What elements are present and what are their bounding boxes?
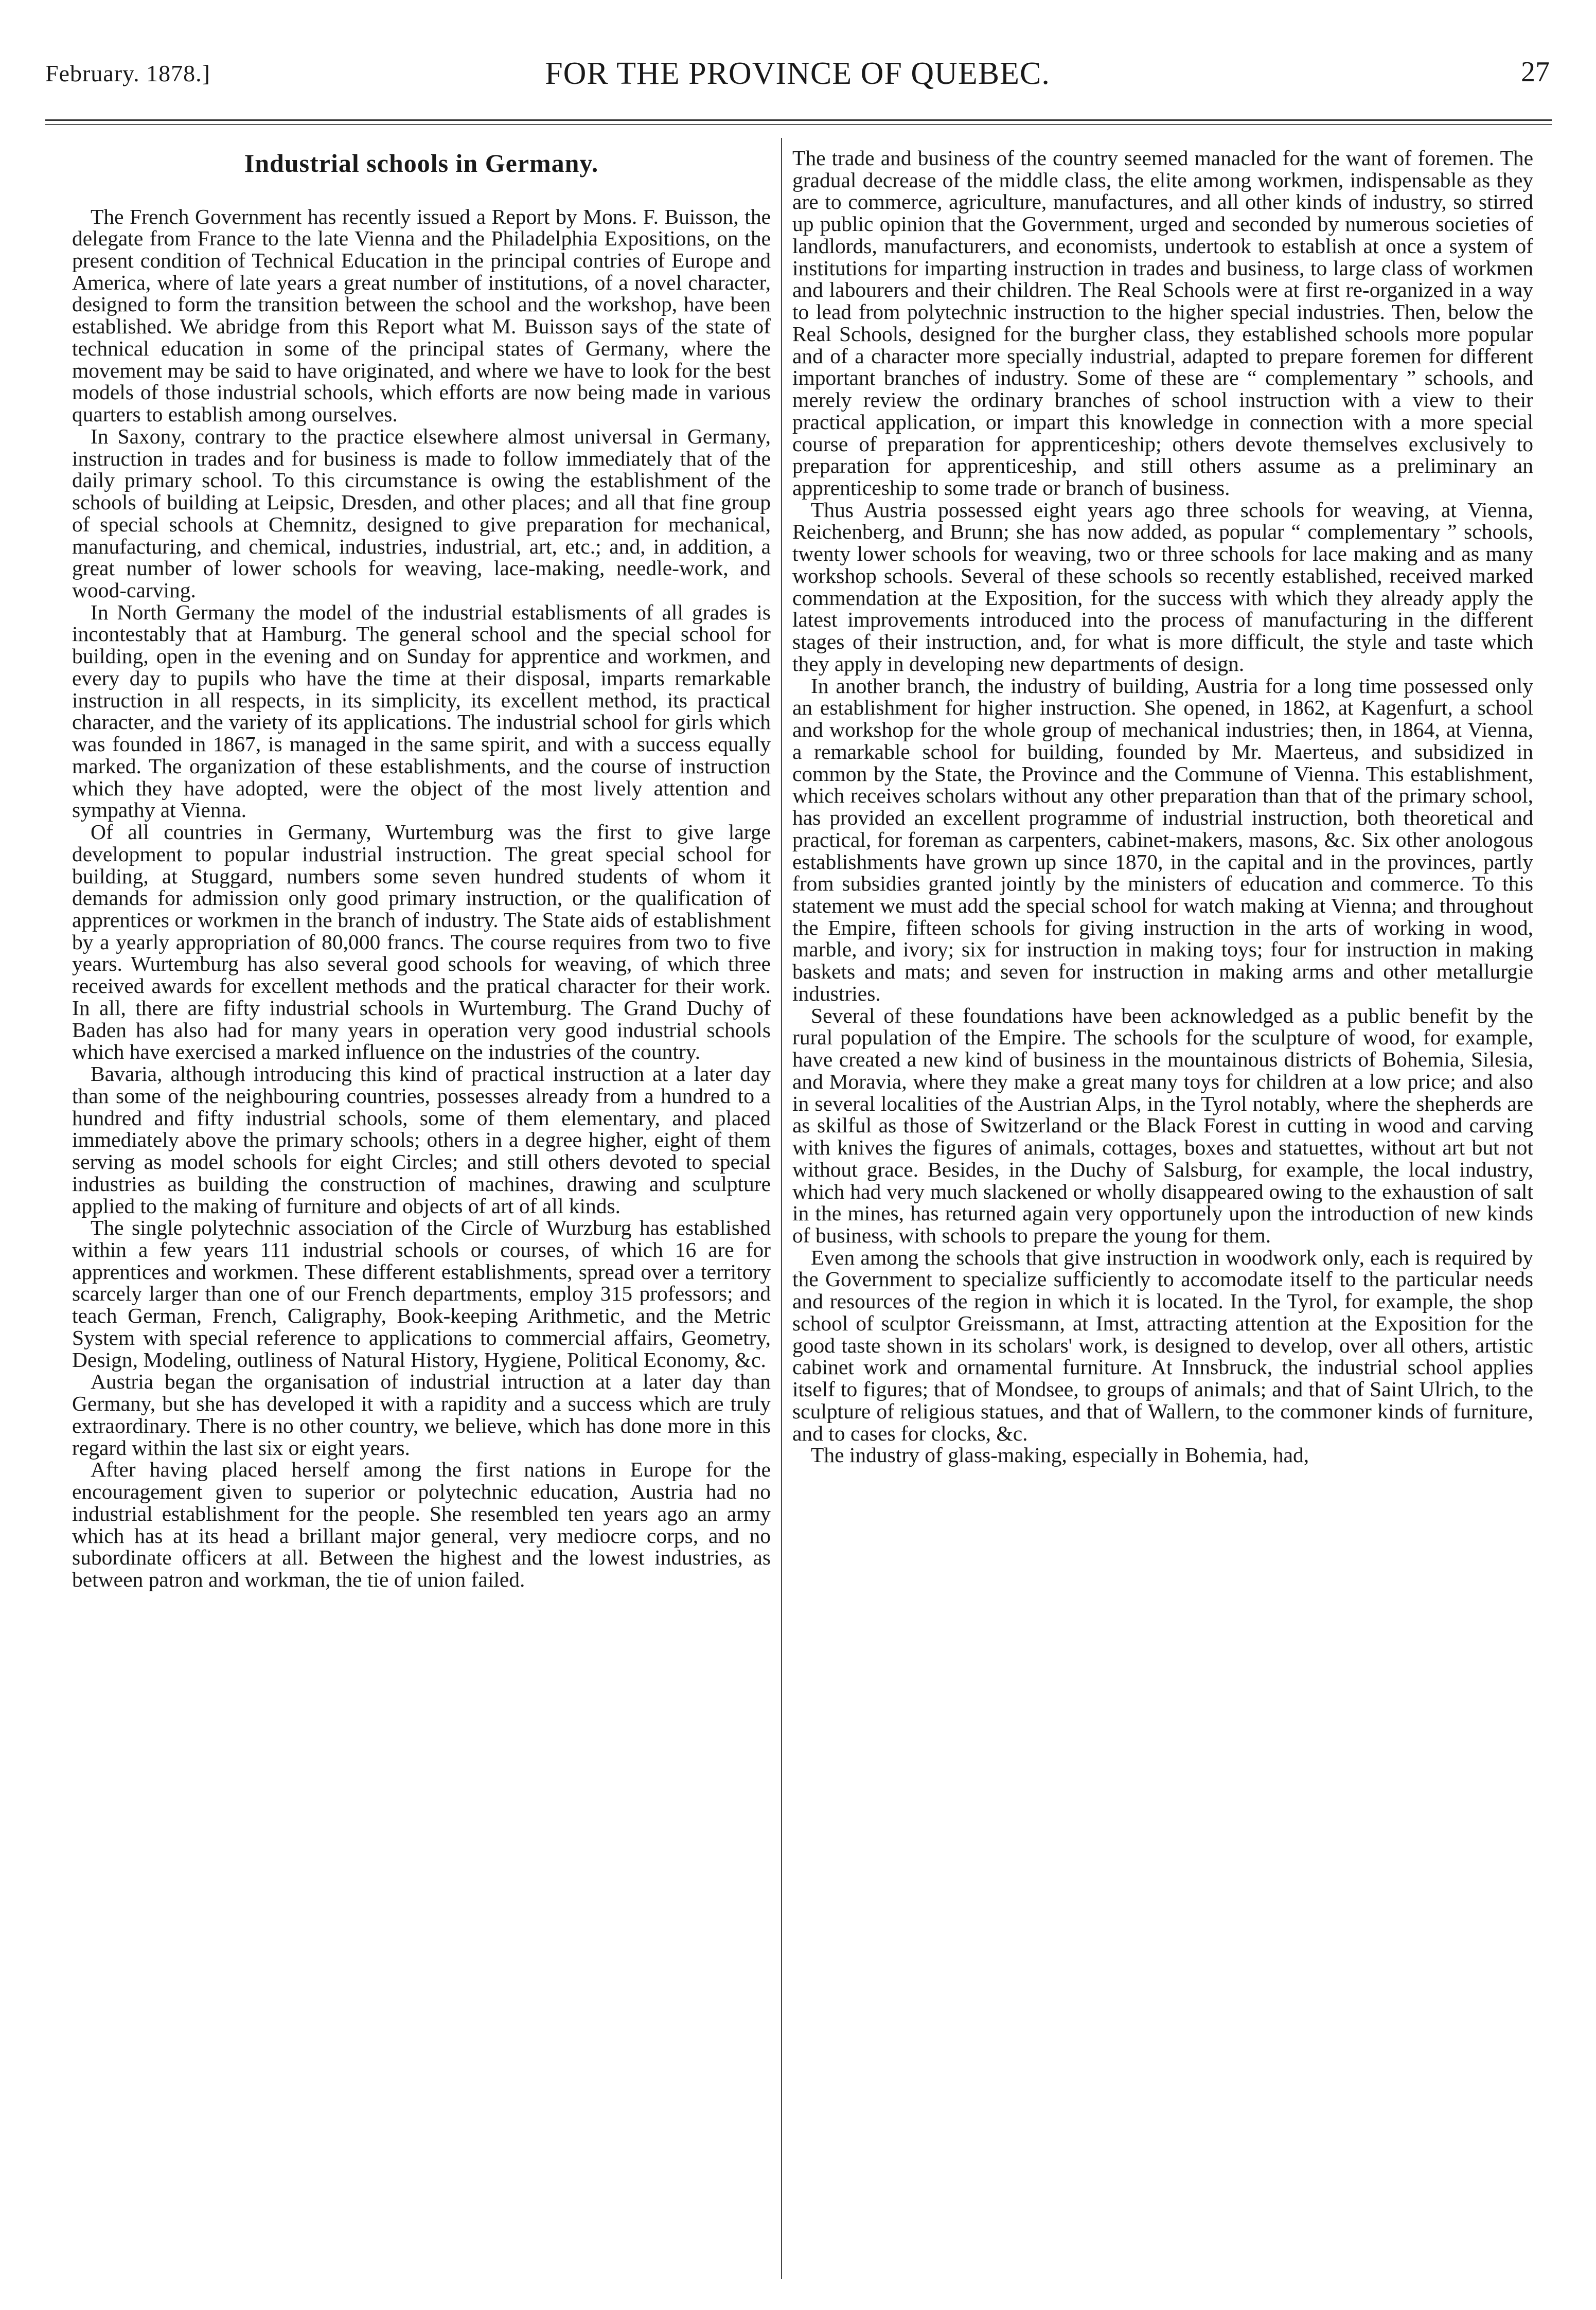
paragraph: The French Government has recently issued a Report by Mons. F. Buisson, the delegate from France to the late Vienna and the Philadelphia Expositions, on the present condition of Technical Education in the principal contries of Europe and America, where of late years a great number of institutions, of a novel character, designed to form the transition between the school and the workshop, have been established. We abridge from this Report what M. Buisson says of the state of technical education in some of the principal states of Germany, where the movement may be said to have originated, and where we have to look for the best models of those industrial schools, which efforts are now being made in various quarters to establish among ourselves.: [72, 204, 771, 427]
publication-title: FOR THE PROVINCE OF QUEBEC.: [545, 56, 1050, 91]
paragraph: In North Germany the model of the industrial establisments of all grades is incontestably that at Hamburg. The general school and the special school for building, open in the evening and on Sunday for apprentice and workmen, and every day to pupils who have the time at their disposal, imparts remarkable instruction in all respects, in its simplicity, its excellent method, its practical character, and the variety of its applications. The industrial school for girls which was founded in 1867, is managed in the same spirit, and with a success equally marked. The organization of these establishments, and the course of instruction which they have adopted, were the object of the most lively attention and sympathy at Vienna.: [72, 600, 771, 822]
paragraph: After having placed herself among the first nations in Europe for the encouragement given to superior or polytechnic education, Austria had no industrial establishment for the people. She resembled ten years ago an army which has at its head a brillant major general, very mediocre corps, and no subordinate officers at all. Between the highest and the lowest industries, as between patron and workman, the tie of union failed.: [72, 1458, 771, 1592]
paragraph: In another branch, the industry of building, Austria for a long time possessed only an establishment for higher instruction. She opened, in 1862, at Kagenfurt, a school and workshop for the whole group of mechanical industries; then, in 1864, at Vienna, a remarkable school for building, founded by Mr. Maerteus, and subsidized in common by the State, the Province and the Commune of Vienna. This establishment, which receives scholars without any other preparation than that of the primary school, has provided an excellent programme of industrial instruction, both theoretical and practical, for foreman as carpenters, cabinet-makers, masons, &c. Six other anologous establishments have grown up since 1870, in the capital and in the provinces, partly from subsidies granted jointly by the ministers of education and commerce. To this statement we must add the special school for watch making at Vienna; and throughout the Empire, fifteen schools for giving instruction in the arts of working in wood, marble, and ivory; six for instruction in making toys; four for instruction in making baskets and mats; and seven for instruction in making arms and other metallurgie industries.: [792, 673, 1533, 1005]
paragraph: In Saxony, contrary to the practice elsewhere almost universal in Germany, instruction in trades and for business is made to follow immediately that of the daily primary school. To this circumstance is owing the establishment of the schools of building at Leipsic, Dresden, and other places; and all that fine group of special schools at Chemnitz, designed to give preparation for mechanical, manufacturing, and chemical, industries, industrial, art, etc.; and, in addition, a great number of lower schools for weaving, lace-making, needle-work, and wood-carving.: [72, 424, 771, 602]
paragraph: The single polytechnic association of the Circle of Wurzburg has established within a few years 111 industrial schools or courses, of which 16 are for apprentices and workmen. These different establishments, spread over a territory scarcely larger than one of our French departments, employ 315 professors; and teach German, French, Caligraphy, Book-keeping Arithmetic, and the Metric System with special reference to applications to commercial affairs, Geometry, Design, Modeling, outliness of Natural History, Hygiene, Political Economy, &c.: [72, 1216, 771, 1372]
issue-date: February. 1878.]: [45, 60, 210, 86]
paragraph: The trade and business of the country seemed manacled for the want of foremen. The gradual decrease of the middle class, the elite among workmen, indispensable as they are to commerce, agriculture, manufactures, and all other kinds of industry, so stirred up public opinion that the Government, urged and seconded by numerous societies of landlords, manufacturers, and economists, undertook to establish at once a system of institutions for imparting instruction in trades and business, to large class of workmen and labourers and their children. The Real Schools were at first re-organized in a way to lead from polytechnic instruction to the higher special industries. Then, below the Real Schools, designed for the burgher class, they established schools more popular and of a character more specially industrial, adapted to prepare foremen for different important branches of industry. Some of these are “ complementary ” schools, and merely review the ordinary branches of school instruction with a view to their practical application, or impart this knowledge in connection with a more special course of preparation for apprenticeship; others devote themselves exclusively to preparation for apprenticeship, and still others assume as a preliminary an apprenticeship to some trade or branch of business.: [792, 147, 1533, 500]
page-number: 27: [1521, 56, 1550, 88]
article-title: Industrial schools in Germany.: [244, 149, 599, 177]
paragraph: Of all countries in Germany, Wurtemburg was the first to give large development to popular industrial instruction. The great special school for building, at Stuggard, numbers some seven hundred students of whom it demands for admission only good primary instruction, or the qualification of apprentices or workmen in the branch of industry. The State aids of establishment by a yearly appropriation of 80,000 francs. The course requires from two to five years. Wurtemburg has also several good schools for weaving, of which three received awards for excellent methods and the pratical character for their work. In all, there are fifty industrial schools in Wurtemburg. The Grand Duchy of Baden has also had for many years in operation very good industrial schools which have exercised a marked influence on the industries of the country.: [72, 820, 771, 1064]
paragraph: Thus Austria possessed eight years ago three schools for weaving, at Vienna, Reichenberg, and Brunn; she has now added, as popular “ complementary ” schools, twenty lower schools for weaving, two or three schools for lace making and as many workshop schools. Several of these schools so recently established, received marked commendation at the Exposition, for the success with which they already apply the latest improvements introduced into the process of manufacturing in the different stages of their instruction, and, for what is more difficult, the style and taste which they apply in developing new departments of design.: [792, 497, 1533, 676]
paragraph: Austria began the organisation of industrial intruction at a later day than Germany, but she has developed it with a rapidity and a success which are truly extraordinary. There is no other country, we believe, which has done more in this regard within the last six or eight years.: [72, 1370, 771, 1460]
paragraph: The industry of glass-making, especially in Bohemia, had,: [811, 1443, 1309, 1467]
paragraph: Several of these foundations have been acknowledged as a public benefit by the rural population of the Empire. The schools for the sculpture of wood, for example, have created a new kind of business in the mountainous districts of Bohemia, Silesia, and Moravia, where they make a great many toys for children at a low price; and also in several localities of the Austrian Alps, in the Tyrol notably, where the shepherds are as skilful as those of Switzerland or the Black Forest in cutting in wood and carving with knives the figures of animals, cottages, boxes and statuettes, without art but not without grace. Besides, in the Duchy of Salsburg, for example, the local industry, which had very much slackened or wholly disappeared owing to the exhaustion of salt in the mines, has returned again very opportunely upon the introduction of new kinds of business, with schools to prepare the young for them.: [792, 1003, 1533, 1247]
header-rule: [45, 119, 1552, 125]
running-header: [45, 56, 1550, 102]
paragraph: Bavaria, although introducing this kind of practical instruction at a later day than some of the neighbouring countries, possesses already from a hundred to a hundred and fifty industrial schools, some of them elementary, and placed immediately above the primary schools; others in a degree higher, eight of them serving as model schools for eight Circles; and still others devoted to special industries as building the construction of machines, drawing and sculpture applied to the making of furniture and objects of art of all kinds.: [72, 1062, 771, 1218]
column-divider: [781, 138, 782, 2279]
left-column: [72, 139, 771, 2281]
paragraph: Even among the schools that give instruction in woodwork only, each is required by the Government to specialize sufficiently to accomodate itself to the particular needs and resources of the region in which it is located. In the Tyrol, for example, the shop school of sculptor Greissmann, at Imst, attracting attention at the Exposition for the good taste shown in its scholars' work, is designed to develop, over all others, artistic cabinet work and ornamental furniture. At Innsbruck, the industrial school applies itself to figures; that of Mondsee, to groups of animals; and that of Saint Ulrich, to the sculpture of religious statues, and that of Wallern, to the commoner kinds of furniture, and to cases for clocks, &c.: [792, 1245, 1533, 1445]
right-column: [792, 147, 1533, 2281]
